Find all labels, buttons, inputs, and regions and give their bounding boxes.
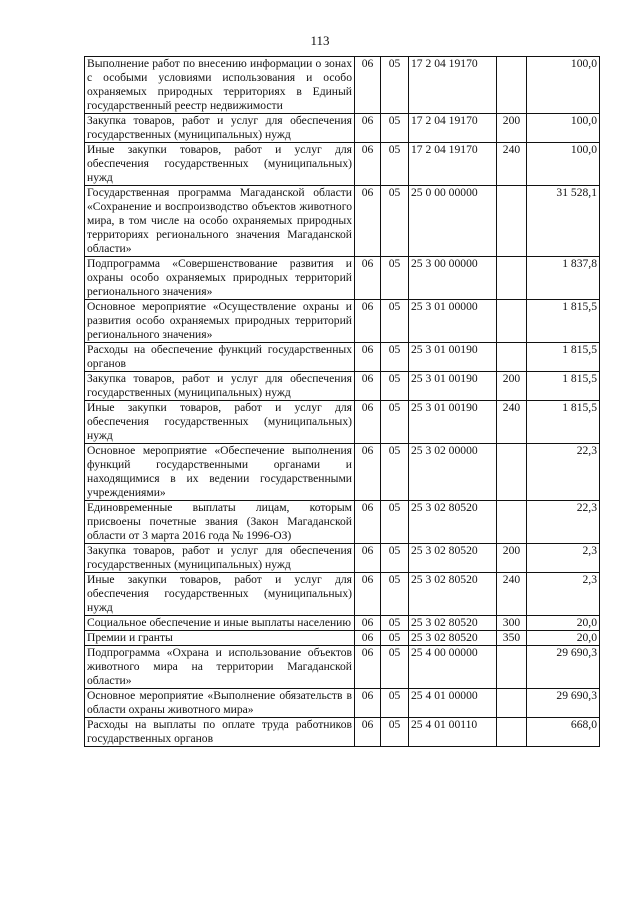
expense-name: Премии и гранты xyxy=(85,631,355,646)
expense-type-code xyxy=(497,718,527,747)
table-row xyxy=(85,616,600,631)
target-article-code: 25 3 02 00000 xyxy=(409,444,497,501)
amount: 22,3 xyxy=(527,501,600,544)
expense-type-code xyxy=(497,300,527,343)
section-code: 06 xyxy=(355,257,381,300)
subsection-code: 05 xyxy=(381,401,409,444)
budget-table-body xyxy=(85,57,600,747)
target-article-code: 25 4 00 00000 xyxy=(409,646,497,689)
expense-name: Расходы на обеспечение функций государственных органов xyxy=(85,343,355,372)
expense-type-code: 200 xyxy=(497,114,527,143)
target-article-code: 17 2 04 19170 xyxy=(409,143,497,186)
table-row xyxy=(85,57,600,114)
amount: 668,0 xyxy=(527,718,600,747)
subsection-code: 05 xyxy=(381,300,409,343)
table-row xyxy=(85,646,600,689)
expense-name: Государственная программа Магаданской области «Сохранение и воспроизводство объектов животного мира, в том числе на особо охраняемых природных территориях регионального значения Магаданской области» xyxy=(85,186,355,257)
target-article-code: 17 2 04 19170 xyxy=(409,57,497,114)
table-row xyxy=(85,544,600,573)
target-article-code: 25 3 01 00190 xyxy=(409,372,497,401)
expense-type-code: 300 xyxy=(497,616,527,631)
table-row xyxy=(85,114,600,143)
table-row xyxy=(85,257,600,300)
amount: 2,3 xyxy=(527,573,600,616)
table-row xyxy=(85,718,600,747)
amount: 22,3 xyxy=(527,444,600,501)
table-row xyxy=(85,186,600,257)
amount: 20,0 xyxy=(527,631,600,646)
expense-name: Социальное обеспечение и иные выплаты населению xyxy=(85,616,355,631)
expense-name: Иные закупки товаров, работ и услуг для обеспечения государственных (муниципальных) нужд xyxy=(85,143,355,186)
table-row xyxy=(85,631,600,646)
section-code: 06 xyxy=(355,501,381,544)
section-code: 06 xyxy=(355,372,381,401)
target-article-code: 25 4 01 00110 xyxy=(409,718,497,747)
subsection-code: 05 xyxy=(381,444,409,501)
target-article-code: 17 2 04 19170 xyxy=(409,114,497,143)
target-article-code: 25 3 01 00000 xyxy=(409,300,497,343)
subsection-code: 05 xyxy=(381,718,409,747)
expense-type-code xyxy=(497,646,527,689)
amount: 31 528,1 xyxy=(527,186,600,257)
target-article-code: 25 4 01 00000 xyxy=(409,689,497,718)
table-row xyxy=(85,444,600,501)
expense-name: Подпрограмма «Охрана и использование объектов животного мира на территории Магаданской области» xyxy=(85,646,355,689)
target-article-code: 25 3 00 00000 xyxy=(409,257,497,300)
expense-type-code: 240 xyxy=(497,143,527,186)
table-row xyxy=(85,689,600,718)
expense-type-code xyxy=(497,689,527,718)
section-code: 06 xyxy=(355,343,381,372)
subsection-code: 05 xyxy=(381,631,409,646)
subsection-code: 05 xyxy=(381,689,409,718)
section-code: 06 xyxy=(355,444,381,501)
expense-type-code: 240 xyxy=(497,401,527,444)
table-row xyxy=(85,343,600,372)
amount: 100,0 xyxy=(527,114,600,143)
table-row xyxy=(85,573,600,616)
section-code: 06 xyxy=(355,573,381,616)
amount: 100,0 xyxy=(527,57,600,114)
subsection-code: 05 xyxy=(381,646,409,689)
expense-name: Подпрограмма «Совершенствование развития и охраны особо охраняемых природных территорий регионального значения» xyxy=(85,257,355,300)
section-code: 06 xyxy=(355,114,381,143)
expense-type-code: 240 xyxy=(497,573,527,616)
expense-type-code: 200 xyxy=(497,544,527,573)
amount: 1 815,5 xyxy=(527,401,600,444)
section-code: 06 xyxy=(355,646,381,689)
expense-name: Закупка товаров, работ и услуг для обеспечения государственных (муниципальных) нужд xyxy=(85,372,355,401)
section-code: 06 xyxy=(355,631,381,646)
target-article-code: 25 3 02 80520 xyxy=(409,631,497,646)
amount: 1 815,5 xyxy=(527,300,600,343)
section-code: 06 xyxy=(355,186,381,257)
subsection-code: 05 xyxy=(381,186,409,257)
expense-name: Основное мероприятие «Осуществление охраны и развития особо охраняемых природных территорий регионального значения» xyxy=(85,300,355,343)
section-code: 06 xyxy=(355,57,381,114)
table-row xyxy=(85,401,600,444)
section-code: 06 xyxy=(355,689,381,718)
expense-type-code xyxy=(497,186,527,257)
expense-type-code xyxy=(497,343,527,372)
expense-name: Основное мероприятие «Выполнение обязательств в области охраны животного мира» xyxy=(85,689,355,718)
expense-name: Закупка товаров, работ и услуг для обеспечения государственных (муниципальных) нужд xyxy=(85,544,355,573)
section-code: 06 xyxy=(355,300,381,343)
target-article-code: 25 0 00 00000 xyxy=(409,186,497,257)
table-row xyxy=(85,372,600,401)
section-code: 06 xyxy=(355,401,381,444)
amount: 20,0 xyxy=(527,616,600,631)
expense-name: Иные закупки товаров, работ и услуг для обеспечения государственных (муниципальных) нужд xyxy=(85,573,355,616)
expense-name: Иные закупки товаров, работ и услуг для обеспечения государственных (муниципальных) нужд xyxy=(85,401,355,444)
expense-name: Единовременные выплаты лицам, которым присвоены почетные звания (Закон Магаданской области от 3 марта 2016 года № 1996-ОЗ) xyxy=(85,501,355,544)
subsection-code: 05 xyxy=(381,114,409,143)
section-code: 06 xyxy=(355,544,381,573)
expense-type-code xyxy=(497,57,527,114)
expense-name: Основное мероприятие «Обеспечение выполнения функций государственными органами и находящимися в их ведении государственными учреждениями» xyxy=(85,444,355,501)
expense-type-code xyxy=(497,257,527,300)
table-row xyxy=(85,300,600,343)
table-row xyxy=(85,143,600,186)
target-article-code: 25 3 02 80520 xyxy=(409,573,497,616)
subsection-code: 05 xyxy=(381,257,409,300)
subsection-code: 05 xyxy=(381,544,409,573)
amount: 100,0 xyxy=(527,143,600,186)
section-code: 06 xyxy=(355,718,381,747)
expense-name: Расходы на выплаты по оплате труда работников государственных органов xyxy=(85,718,355,747)
amount: 1 837,8 xyxy=(527,257,600,300)
amount: 2,3 xyxy=(527,544,600,573)
budget-table xyxy=(84,56,600,747)
amount: 29 690,3 xyxy=(527,646,600,689)
subsection-code: 05 xyxy=(381,143,409,186)
table-row xyxy=(85,501,600,544)
subsection-code: 05 xyxy=(381,57,409,114)
subsection-code: 05 xyxy=(381,616,409,631)
amount: 29 690,3 xyxy=(527,689,600,718)
subsection-code: 05 xyxy=(381,343,409,372)
amount: 1 815,5 xyxy=(527,343,600,372)
target-article-code: 25 3 02 80520 xyxy=(409,616,497,631)
expense-type-code: 200 xyxy=(497,372,527,401)
section-code: 06 xyxy=(355,616,381,631)
subsection-code: 05 xyxy=(381,372,409,401)
target-article-code: 25 3 02 80520 xyxy=(409,501,497,544)
expense-type-code xyxy=(497,501,527,544)
expense-type-code xyxy=(497,444,527,501)
expense-name: Закупка товаров, работ и услуг для обеспечения государственных (муниципальных) нужд xyxy=(85,114,355,143)
page-number: 113 xyxy=(310,33,330,48)
subsection-code: 05 xyxy=(381,501,409,544)
expense-name: Выполнение работ по внесению информации о зонах с особыми условиями использования и особо охраняемых природных территориях в Единый государственный реестр недвижимости xyxy=(85,57,355,114)
target-article-code: 25 3 01 00190 xyxy=(409,343,497,372)
expense-type-code: 350 xyxy=(497,631,527,646)
amount: 1 815,5 xyxy=(527,372,600,401)
target-article-code: 25 3 01 00190 xyxy=(409,401,497,444)
target-article-code: 25 3 02 80520 xyxy=(409,544,497,573)
subsection-code: 05 xyxy=(381,573,409,616)
section-code: 06 xyxy=(355,143,381,186)
